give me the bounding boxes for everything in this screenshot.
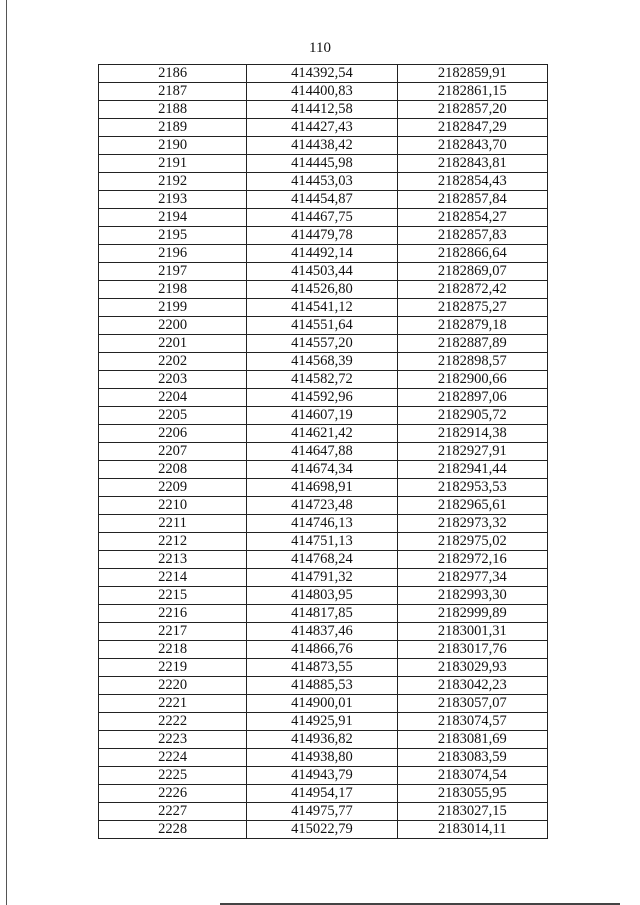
table-row (99, 389, 548, 407)
y-coordinate-cell: 2182847,29 (397, 119, 547, 137)
point-number-cell: 2224 (99, 749, 247, 767)
y-coordinate-cell: 2182953,53 (397, 479, 547, 497)
x-coordinate-cell: 414551,64 (247, 317, 397, 335)
point-number-cell: 2186 (99, 65, 247, 83)
x-coordinate-cell: 414746,13 (247, 515, 397, 533)
table-row (99, 191, 548, 209)
x-coordinate-cell: 414873,55 (247, 659, 397, 677)
y-coordinate-cell: 2182875,27 (397, 299, 547, 317)
table-row (99, 515, 548, 533)
point-number-cell: 2210 (99, 497, 247, 515)
coordinates-table (98, 64, 548, 839)
point-number-cell: 2214 (99, 569, 247, 587)
page-number: 110 (309, 40, 331, 56)
point-number-cell: 2211 (99, 515, 247, 533)
x-coordinate-cell: 414943,79 (247, 767, 397, 785)
point-number-cell: 2201 (99, 335, 247, 353)
y-coordinate-cell: 2182861,15 (397, 83, 547, 101)
y-coordinate-cell: 2182900,66 (397, 371, 547, 389)
x-coordinate-cell: 414975,77 (247, 803, 397, 821)
table-row (99, 299, 548, 317)
table-row (99, 281, 548, 299)
x-coordinate-cell: 414582,72 (247, 371, 397, 389)
point-number-cell: 2215 (99, 587, 247, 605)
table-row (99, 659, 548, 677)
x-coordinate-cell: 414900,01 (247, 695, 397, 713)
point-number-cell: 2212 (99, 533, 247, 551)
point-number-cell: 2194 (99, 209, 247, 227)
table-row (99, 695, 548, 713)
point-number-cell: 2219 (99, 659, 247, 677)
point-number-cell: 2218 (99, 641, 247, 659)
x-coordinate-cell: 414412,58 (247, 101, 397, 119)
point-number-cell: 2192 (99, 173, 247, 191)
y-coordinate-cell: 2182914,38 (397, 425, 547, 443)
y-coordinate-cell: 2182857,20 (397, 101, 547, 119)
y-coordinate-cell: 2182854,43 (397, 173, 547, 191)
x-coordinate-cell: 415022,79 (247, 821, 397, 839)
y-coordinate-cell: 2182887,89 (397, 335, 547, 353)
table-row (99, 731, 548, 749)
point-number-cell: 2197 (99, 263, 247, 281)
x-coordinate-cell: 414526,80 (247, 281, 397, 299)
point-number-cell: 2207 (99, 443, 247, 461)
point-number-cell: 2202 (99, 353, 247, 371)
x-coordinate-cell: 414751,13 (247, 533, 397, 551)
point-number-cell: 2187 (99, 83, 247, 101)
table-row (99, 443, 548, 461)
table-row (99, 209, 548, 227)
x-coordinate-cell: 414803,95 (247, 587, 397, 605)
y-coordinate-cell: 2183074,57 (397, 713, 547, 731)
point-number-cell: 2222 (99, 713, 247, 731)
x-coordinate-cell: 414936,82 (247, 731, 397, 749)
point-number-cell: 2191 (99, 155, 247, 173)
table-row (99, 587, 548, 605)
y-coordinate-cell: 2183083,59 (397, 749, 547, 767)
table-row (99, 479, 548, 497)
x-coordinate-cell: 414885,53 (247, 677, 397, 695)
point-number-cell: 2198 (99, 281, 247, 299)
y-coordinate-cell: 2182965,61 (397, 497, 547, 515)
y-coordinate-cell: 2183074,54 (397, 767, 547, 785)
y-coordinate-cell: 2182941,44 (397, 461, 547, 479)
point-number-cell: 2221 (99, 695, 247, 713)
point-number-cell: 2217 (99, 623, 247, 641)
x-coordinate-cell: 414647,88 (247, 443, 397, 461)
x-coordinate-cell: 414938,80 (247, 749, 397, 767)
table-row (99, 641, 548, 659)
point-number-cell: 2206 (99, 425, 247, 443)
table-row (99, 83, 548, 101)
table-row (99, 173, 548, 191)
table-row (99, 497, 548, 515)
y-coordinate-cell: 2182897,06 (397, 389, 547, 407)
table-row (99, 821, 548, 839)
point-number-cell: 2220 (99, 677, 247, 695)
table-row (99, 335, 548, 353)
table-row (99, 713, 548, 731)
y-coordinate-cell: 2182859,91 (397, 65, 547, 83)
table-row (99, 119, 548, 137)
point-number-cell: 2225 (99, 767, 247, 785)
x-coordinate-cell: 414503,44 (247, 263, 397, 281)
point-number-cell: 2209 (99, 479, 247, 497)
y-coordinate-cell: 2182927,91 (397, 443, 547, 461)
table-row (99, 353, 548, 371)
x-coordinate-cell: 414445,98 (247, 155, 397, 173)
x-coordinate-cell: 414723,48 (247, 497, 397, 515)
x-coordinate-cell: 414392,54 (247, 65, 397, 83)
table-row (99, 407, 548, 425)
x-coordinate-cell: 414791,32 (247, 569, 397, 587)
table-row (99, 425, 548, 443)
table-row (99, 461, 548, 479)
point-number-cell: 2213 (99, 551, 247, 569)
y-coordinate-cell: 2183014,11 (397, 821, 547, 839)
y-coordinate-cell: 2182975,02 (397, 533, 547, 551)
y-coordinate-cell: 2183057,07 (397, 695, 547, 713)
point-number-cell: 2196 (99, 245, 247, 263)
x-coordinate-cell: 414621,42 (247, 425, 397, 443)
y-coordinate-cell: 2182879,18 (397, 317, 547, 335)
point-number-cell: 2227 (99, 803, 247, 821)
x-coordinate-cell: 414454,87 (247, 191, 397, 209)
table-row (99, 569, 548, 587)
x-coordinate-cell: 414492,14 (247, 245, 397, 263)
x-coordinate-cell: 414467,75 (247, 209, 397, 227)
y-coordinate-cell: 2183027,15 (397, 803, 547, 821)
x-coordinate-cell: 414768,24 (247, 551, 397, 569)
y-coordinate-cell: 2182905,72 (397, 407, 547, 425)
x-coordinate-cell: 414698,91 (247, 479, 397, 497)
x-coordinate-cell: 414837,46 (247, 623, 397, 641)
x-coordinate-cell: 414674,34 (247, 461, 397, 479)
x-coordinate-cell: 414568,39 (247, 353, 397, 371)
y-coordinate-cell: 2182869,07 (397, 263, 547, 281)
x-coordinate-cell: 414400,83 (247, 83, 397, 101)
point-number-cell: 2189 (99, 119, 247, 137)
point-number-cell: 2205 (99, 407, 247, 425)
table-row (99, 623, 548, 641)
y-coordinate-cell: 2182857,84 (397, 191, 547, 209)
x-coordinate-cell: 414453,03 (247, 173, 397, 191)
point-number-cell: 2223 (99, 731, 247, 749)
y-coordinate-cell: 2183081,69 (397, 731, 547, 749)
y-coordinate-cell: 2182993,30 (397, 587, 547, 605)
y-coordinate-cell: 2183055,95 (397, 785, 547, 803)
y-coordinate-cell: 2182977,34 (397, 569, 547, 587)
table-row (99, 137, 548, 155)
x-coordinate-cell: 414866,76 (247, 641, 397, 659)
x-coordinate-cell: 414925,91 (247, 713, 397, 731)
x-coordinate-cell: 414607,19 (247, 407, 397, 425)
y-coordinate-cell: 2182973,32 (397, 515, 547, 533)
table-row (99, 101, 548, 119)
y-coordinate-cell: 2182872,42 (397, 281, 547, 299)
y-coordinate-cell: 2183029,93 (397, 659, 547, 677)
x-coordinate-cell: 414592,96 (247, 389, 397, 407)
point-number-cell: 2190 (99, 137, 247, 155)
point-number-cell: 2188 (99, 101, 247, 119)
y-coordinate-cell: 2183042,23 (397, 677, 547, 695)
scan-edge-left (6, 0, 7, 905)
point-number-cell: 2204 (99, 389, 247, 407)
y-coordinate-cell: 2182898,57 (397, 353, 547, 371)
table-row (99, 263, 548, 281)
point-number-cell: 2200 (99, 317, 247, 335)
x-coordinate-cell: 414557,20 (247, 335, 397, 353)
point-number-cell: 2203 (99, 371, 247, 389)
y-coordinate-cell: 2182999,89 (397, 605, 547, 623)
table-row (99, 65, 548, 83)
y-coordinate-cell: 2182843,81 (397, 155, 547, 173)
y-coordinate-cell: 2182843,70 (397, 137, 547, 155)
table-row (99, 767, 548, 785)
x-coordinate-cell: 414479,78 (247, 227, 397, 245)
table-row (99, 803, 548, 821)
table-body (99, 65, 548, 839)
table-row (99, 155, 548, 173)
table-row (99, 551, 548, 569)
x-coordinate-cell: 414427,43 (247, 119, 397, 137)
x-coordinate-cell: 414954,17 (247, 785, 397, 803)
point-number-cell: 2193 (99, 191, 247, 209)
table-row (99, 227, 548, 245)
table-row (99, 533, 548, 551)
point-number-cell: 2216 (99, 605, 247, 623)
table-row (99, 677, 548, 695)
x-coordinate-cell: 414438,42 (247, 137, 397, 155)
table-row (99, 605, 548, 623)
table-row (99, 245, 548, 263)
point-number-cell: 2199 (99, 299, 247, 317)
y-coordinate-cell: 2182854,27 (397, 209, 547, 227)
table-row (99, 371, 548, 389)
y-coordinate-cell: 2182972,16 (397, 551, 547, 569)
point-number-cell: 2195 (99, 227, 247, 245)
y-coordinate-cell: 2183017,76 (397, 641, 547, 659)
point-number-cell: 2226 (99, 785, 247, 803)
point-number-cell: 2208 (99, 461, 247, 479)
y-coordinate-cell: 2183001,31 (397, 623, 547, 641)
x-coordinate-cell: 414541,12 (247, 299, 397, 317)
point-number-cell: 2228 (99, 821, 247, 839)
x-coordinate-cell: 414817,85 (247, 605, 397, 623)
table-row (99, 749, 548, 767)
table-row (99, 317, 548, 335)
y-coordinate-cell: 2182866,64 (397, 245, 547, 263)
y-coordinate-cell: 2182857,83 (397, 227, 547, 245)
table-row (99, 785, 548, 803)
